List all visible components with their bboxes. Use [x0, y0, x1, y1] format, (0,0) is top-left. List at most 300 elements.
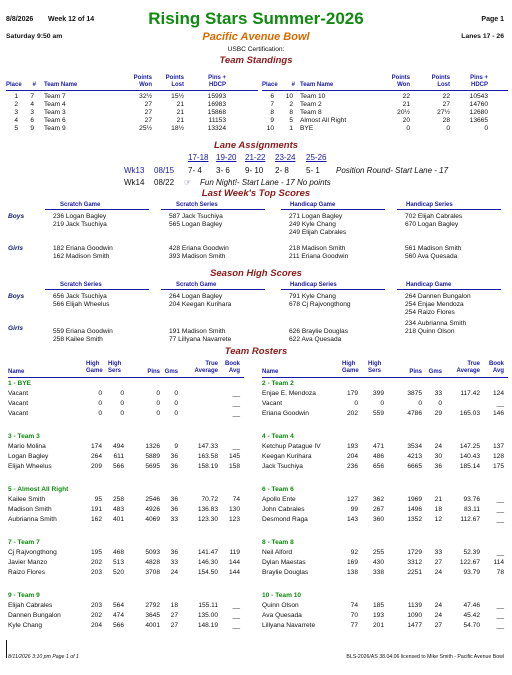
lane-matchup: 3- 6 — [216, 166, 230, 175]
bowler-book-avg: 123 — [228, 516, 240, 523]
bowler-name: Braylie Douglas — [262, 569, 309, 576]
page-title: Rising Stars Summer-2026 — [148, 9, 364, 28]
bowler-games: 0 — [174, 400, 178, 407]
bowler-average: 163.58 — [197, 453, 218, 460]
bowler-name: Kailee Smith — [8, 496, 46, 503]
section-last-week: Last Week's Top Scores — [201, 188, 311, 199]
bowler-high-game: 0 — [98, 410, 102, 417]
bowler-average: 47.46 — [463, 602, 480, 609]
bowler-book-avg: 128 — [492, 453, 504, 460]
bowler-book-avg: 74 — [232, 496, 240, 503]
score-column-rule — [397, 209, 501, 210]
standing-team-number: 10 — [285, 93, 293, 100]
roster-row — [0, 452, 512, 461]
score-entry: 218 Quinn Olson — [405, 328, 455, 335]
standings-header-hdcp: Pins + HDCP — [470, 75, 488, 88]
standing-points-lost: 21 — [176, 101, 184, 108]
roster-header-high-series: High Sers — [108, 361, 122, 374]
standing-points-won: 25½ — [139, 125, 152, 132]
roster-row — [0, 462, 512, 471]
bowler-pins: 4001 — [145, 622, 160, 629]
bowler-high-series: 0 — [120, 390, 124, 397]
score-column-rule — [281, 289, 385, 290]
bowler-book-avg: __ — [232, 612, 240, 619]
bowler-high-game: 74 — [350, 602, 358, 609]
roster-team-title: 9 - Team 9 — [8, 592, 40, 599]
standing-place: 9 — [270, 117, 274, 124]
bowler-high-series: 193 — [372, 612, 384, 619]
bowler-high-game: 162 — [90, 516, 102, 523]
standing-team-number: 8 — [289, 109, 293, 116]
standings-header-rule — [262, 90, 508, 91]
bowler-high-series: 255 — [372, 549, 384, 556]
standing-points-won: 22 — [402, 93, 410, 100]
boys-label: Boys — [8, 293, 25, 300]
score-column-rule — [161, 209, 265, 210]
score-entry: 587 Jack Tsuchiya — [169, 213, 223, 220]
bowler-high-series: 401 — [112, 516, 124, 523]
roster-row — [0, 558, 512, 567]
score-entry: 560 Ava Quesada — [405, 253, 458, 260]
roster-header-rule — [262, 377, 508, 378]
bowler-name: Vacant — [8, 410, 29, 417]
bowler-high-game: 204 — [90, 622, 102, 629]
bowler-games: 27 — [170, 612, 178, 619]
score-entry: 162 Madison Smith — [53, 253, 110, 260]
roster-row — [0, 409, 512, 418]
score-entry: 702 Elijah Cabrales — [405, 213, 463, 220]
score-entry: 249 Elijah Cabrales — [289, 229, 347, 236]
bowler-high-game: 77 — [350, 622, 358, 629]
bowler-pins: 4828 — [145, 559, 160, 566]
standing-place: 2 — [14, 101, 18, 108]
score-column-header: Handicap Series — [406, 202, 453, 208]
score-column-rule — [45, 209, 149, 210]
bowler-book-avg: __ — [496, 549, 504, 556]
girls-label: Girls — [8, 245, 24, 252]
bowler-games: 24 — [434, 443, 442, 450]
lane-row-wk14 — [0, 177, 512, 188]
bowler-pins: 1139 — [407, 602, 422, 609]
standing-points-won: 20½ — [397, 109, 410, 116]
bowler-book-avg: 114 — [493, 559, 504, 566]
bowler-name: Apollo Ente — [262, 496, 296, 503]
roster-row — [0, 621, 512, 630]
lane-pair-link[interactable]: 25-26 — [306, 153, 327, 162]
bowler-average: 83.11 — [463, 506, 480, 513]
standing-points-lost: 18½ — [171, 125, 184, 132]
section-season-high: Season High Scores — [210, 268, 302, 279]
bowler-average: 158.19 — [197, 463, 218, 470]
bowler-pins: 1969 — [407, 496, 422, 503]
bowler-name: Dannen Bungalon — [8, 612, 61, 619]
roster-team-title: 6 - Team 6 — [262, 486, 294, 493]
roster-header-pins: Pins — [409, 369, 422, 375]
bowler-high-game: 99 — [350, 506, 358, 513]
bowler-pins: 2251 — [407, 569, 422, 576]
score-entry: 182 Eriana Goodwin — [53, 245, 113, 252]
bowler-high-series: 362 — [372, 496, 384, 503]
roster-row — [0, 568, 512, 577]
roster-header-high-series: High Sers — [368, 361, 382, 374]
standing-team-name: Team 3 — [44, 109, 66, 116]
standing-points-lost: 22 — [442, 93, 450, 100]
score-column-rule — [45, 289, 149, 290]
bowler-book-avg: __ — [232, 443, 240, 450]
week-label: Week 12 of 14 — [48, 16, 95, 23]
day-time: Saturday 9:50 am — [6, 33, 63, 40]
bowler-pins: 4069 — [145, 516, 160, 523]
bowler-name: Raizo Flores — [8, 569, 46, 576]
bowler-name: Javier Manzo — [8, 559, 48, 566]
roster-header-high-game: High Game — [342, 361, 359, 374]
bowler-book-avg: 124 — [492, 390, 504, 397]
hand-pointer-icon: ☞ — [184, 178, 192, 187]
standing-team-number: 5 — [289, 117, 293, 124]
bowler-average: 93.76 — [463, 496, 480, 503]
standing-pins-hdcp: 12680 — [469, 109, 488, 116]
bowler-high-series: 566 — [112, 622, 124, 629]
lane-pair-link[interactable]: 23-24 — [275, 153, 296, 162]
score-entry: 626 Braylie Douglas — [289, 328, 349, 335]
bowler-games: 9 — [174, 443, 178, 450]
bowler-book-avg: 119 — [229, 549, 240, 556]
standing-team-name: Almost All Right — [300, 117, 347, 124]
bowler-book-avg: __ — [496, 516, 504, 523]
roster-row — [0, 505, 512, 514]
roster-header-book-avg: Book Avg — [225, 361, 240, 374]
bowler-name: Ketchup Patague IV — [262, 443, 321, 450]
score-entry: 670 Logan Bagley — [405, 221, 459, 228]
bowler-name: Kyle Chang — [8, 622, 43, 629]
bowler-games: 36 — [170, 496, 178, 503]
bowler-high-series: 338 — [372, 569, 384, 576]
lane-pair-link[interactable]: 21-22 — [245, 153, 266, 162]
bowler-pins: 1090 — [407, 612, 422, 619]
standing-team-name: Team 2 — [300, 101, 322, 108]
bowler-book-avg: 78 — [496, 569, 504, 576]
score-entry: 234 Aubrianna Smith — [405, 320, 467, 327]
standing-team-number: 4 — [30, 101, 34, 108]
score-entry: 393 Madison Smith — [169, 253, 226, 260]
bowler-pins: 3645 — [145, 612, 160, 619]
standing-pins-hdcp: 13324 — [207, 125, 226, 132]
bowler-name: Cj Rajvongthong — [8, 549, 57, 556]
standing-pins-hdcp: 15993 — [207, 93, 226, 100]
lane-matchup: 2- 8 — [275, 166, 289, 175]
bowler-high-series: 258 — [112, 496, 124, 503]
score-column-header: Scratch Game — [60, 202, 101, 208]
score-entry: 236 Logan Bagley — [53, 213, 107, 220]
bowler-book-avg: __ — [496, 602, 504, 609]
bowler-high-series: 656 — [372, 463, 384, 470]
bowler-high-game: 209 — [90, 463, 102, 470]
lane-note: Position Round- Start Lane - 17 — [336, 166, 449, 175]
bowler-high-game: 0 — [98, 400, 102, 407]
score-entry: 254 Raizo Flores — [405, 309, 455, 316]
standing-place: 1 — [14, 93, 18, 100]
bowler-pins: 1326 — [145, 443, 160, 450]
bowler-pins: 3875 — [407, 390, 422, 397]
score-entry: 559 Eriana Goodwin — [53, 328, 113, 335]
score-column-header: Handicap Game — [406, 282, 452, 288]
bowler-average: 70.72 — [201, 496, 218, 503]
bowler-high-series: 468 — [112, 549, 124, 556]
standing-points-lost: 28 — [442, 117, 450, 124]
bowler-high-game: 138 — [346, 569, 358, 576]
lane-pair-link[interactable]: 19-20 — [216, 153, 237, 162]
lane-pair-link[interactable]: 17-18 — [188, 153, 209, 162]
bowler-pins: 2792 — [145, 602, 160, 609]
score-entry: 249 Kyle Chang — [289, 221, 336, 228]
bowler-pins: 0 — [418, 400, 422, 407]
section-lane-assignments: Lane Assignments — [213, 140, 299, 151]
roster-row — [0, 601, 512, 610]
score-entry: 218 Madison Smith — [289, 245, 346, 252]
bowler-games: 36 — [434, 463, 442, 470]
standing-team-number: 3 — [30, 109, 34, 116]
bowler-pins: 1352 — [407, 516, 422, 523]
bowler-high-game: 202 — [346, 410, 358, 417]
standing-points-lost: 21 — [176, 117, 184, 124]
usbc-cert: USBC Certification: — [227, 46, 285, 53]
bowler-book-avg: 137 — [492, 443, 504, 450]
bowler-high-game: 92 — [350, 549, 358, 556]
bowler-games: 36 — [170, 453, 178, 460]
bowler-name: Vacant — [8, 400, 29, 407]
bowler-games: 24 — [434, 569, 442, 576]
roster-row — [0, 389, 512, 398]
footer-license: BLS-2026/AS 38.04.06 licensed to Mike Smith - Pacific Avenue Bowl — [346, 654, 504, 660]
bowler-high-series: 483 — [112, 506, 124, 513]
standing-team-number: 7 — [30, 93, 34, 100]
bowler-games: 36 — [170, 463, 178, 470]
bowler-games: 12 — [434, 516, 442, 523]
bowler-games: 33 — [434, 549, 442, 556]
bowler-average: 123.30 — [197, 516, 218, 523]
standing-team-name: Team 4 — [44, 101, 66, 108]
bowler-games: 21 — [434, 496, 442, 503]
score-entry: 791 Kyle Chang — [289, 293, 336, 300]
bowler-high-series: 0 — [380, 400, 384, 407]
standing-points-won: 27 — [144, 109, 152, 116]
bowler-name: Keegan Kurihara — [262, 453, 312, 460]
roster-row — [0, 442, 512, 451]
roster-row — [0, 548, 512, 557]
roster-team-title: 2 - Team 2 — [262, 380, 294, 387]
roster-team-title: 1 - BYE — [8, 380, 32, 387]
bowler-games: 24 — [434, 602, 442, 609]
week-label: Wk14 — [124, 178, 145, 187]
standing-pins-hdcp: 0 — [484, 125, 488, 132]
bowler-book-avg: __ — [232, 410, 240, 417]
bowler-high-series: 486 — [372, 453, 384, 460]
bowler-games: 36 — [170, 506, 178, 513]
bowler-pins: 4926 — [145, 506, 160, 513]
bowler-average: 154.50 — [197, 569, 218, 576]
standing-points-won: 27 — [144, 117, 152, 124]
standing-points-lost: 27 — [442, 101, 450, 108]
section-team-standings: Team Standings — [219, 55, 293, 66]
bowler-high-game: 204 — [346, 453, 358, 460]
standing-place: 4 — [14, 117, 18, 124]
roster-header-book-avg: Book Avg — [489, 361, 504, 374]
bowler-games: 18 — [434, 506, 442, 513]
score-entry: 77 Lillyana Navarrete — [169, 336, 232, 343]
lane-matchup: 5- 1 — [306, 166, 320, 175]
standing-points-won: 21 — [402, 101, 410, 108]
bowler-book-avg: __ — [232, 390, 240, 397]
bowler-name: Vacant — [262, 400, 283, 407]
standings-header-place: Place — [6, 82, 22, 88]
bowler-average: 165.03 — [459, 410, 480, 417]
bowler-high-game: 202 — [90, 612, 102, 619]
bowler-high-game: 264 — [90, 453, 102, 460]
score-entry: 271 Logan Bagley — [289, 213, 343, 220]
standing-pins-hdcp: 13665 — [469, 117, 488, 124]
score-entry: 258 Kailee Smith — [53, 336, 103, 343]
standings-header-team: Team Name — [44, 82, 78, 88]
roster-header-pins: Pins — [147, 369, 160, 375]
week-date: 08/15 — [154, 166, 175, 175]
bowler-pins: 2546 — [145, 496, 160, 503]
bowler-book-avg: 145 — [228, 453, 240, 460]
standing-team-number: 2 — [289, 101, 293, 108]
bowler-pins: 1477 — [407, 622, 422, 629]
standing-pins-hdcp: 14760 — [469, 101, 488, 108]
bowler-high-game: 202 — [90, 559, 102, 566]
bowler-book-avg: __ — [232, 400, 240, 407]
bowler-high-game: 203 — [90, 569, 102, 576]
bowler-high-series: 474 — [112, 612, 124, 619]
bowler-high-game: 0 — [98, 390, 102, 397]
bowler-games: 24 — [434, 612, 442, 619]
standing-team-name: Team 8 — [300, 109, 322, 116]
bowler-name: Aubrianna Smith — [8, 516, 57, 523]
bowler-high-game: 70 — [350, 612, 358, 619]
bowler-games: 33 — [434, 390, 442, 397]
bowler-high-game: 95 — [94, 496, 102, 503]
standing-place: 6 — [270, 93, 274, 100]
roster-header-rule — [8, 377, 244, 378]
roster-header-games: Gms — [428, 369, 442, 375]
bowler-high-game: 203 — [90, 602, 102, 609]
score-entry: 656 Jack Tsuchiya — [53, 293, 107, 300]
bowler-high-game: 193 — [346, 443, 358, 450]
score-entry: 622 Ava Quesada — [289, 336, 342, 343]
standing-team-number: 1 — [289, 125, 293, 132]
bowler-pins: 0 — [156, 410, 160, 417]
bowler-name: Elijah Cabrales — [8, 602, 53, 609]
bowler-high-series: 267 — [372, 506, 384, 513]
standing-team-name: BYE — [300, 125, 314, 132]
standings-header-team: Team Name — [300, 82, 334, 88]
score-column-header: Handicap Series — [290, 282, 337, 288]
standing-pins-hdcp: 10543 — [469, 93, 488, 100]
standing-place: 10 — [266, 125, 274, 132]
bowler-high-game: 236 — [346, 463, 358, 470]
bowler-book-avg: __ — [496, 496, 504, 503]
standing-place: 3 — [14, 109, 18, 116]
bowler-average: 155.11 — [198, 602, 218, 609]
standings-header-place: Place — [262, 82, 278, 88]
standings-header-num: # — [291, 82, 295, 88]
bowler-average: 117.42 — [460, 390, 480, 397]
standing-points-lost: 21 — [176, 109, 184, 116]
bowler-name: Quinn Olson — [262, 602, 299, 609]
score-entry: 211 Eriana Goodwin — [289, 253, 349, 260]
bowler-high-series: 471 — [372, 443, 384, 450]
standing-place: 7 — [270, 101, 274, 108]
week-label: Wk13 — [124, 166, 145, 175]
bowler-pins: 4786 — [407, 410, 422, 417]
roster-team-title: 7 - Team 7 — [8, 539, 40, 546]
bowler-book-avg: __ — [496, 612, 504, 619]
standings-header-lost: Points Lost — [431, 75, 450, 88]
standing-points-won: 0 — [406, 125, 410, 132]
roster-header-average: True Average — [194, 361, 218, 374]
bowler-high-series: 201 — [372, 622, 384, 629]
bowler-name: Logan Bagley — [8, 453, 49, 460]
bowler-high-series: 520 — [112, 569, 124, 576]
score-entry: 219 Jack Tsuchiya — [53, 221, 107, 228]
report-date: 8/8/2026 — [6, 16, 34, 23]
bowler-book-avg: 144 — [228, 569, 240, 576]
footer-timestamp: 8/11/2026 3:10 pm Page 1 of 1 — [8, 654, 79, 660]
standing-team-name: Team 10 — [300, 93, 326, 100]
standing-points-lost: 0 — [446, 125, 450, 132]
bowler-average: 112.67 — [460, 516, 480, 523]
bowler-high-series: 559 — [372, 410, 384, 417]
bowler-high-series: 566 — [112, 463, 124, 470]
standings-header-won: Points Won — [133, 75, 152, 88]
bowler-pins: 3708 — [145, 569, 160, 576]
score-entry: 264 Dannen Bungalon — [405, 293, 471, 300]
bowler-average: 140.43 — [459, 453, 480, 460]
bowler-high-game: 143 — [346, 516, 358, 523]
standing-points-lost: 15½ — [171, 93, 184, 100]
lanes-label: Lanes 17 - 26 — [461, 33, 504, 40]
bowler-games: 24 — [170, 569, 178, 576]
bowler-pins: 0 — [156, 390, 160, 397]
roster-header-games: Gms — [164, 369, 178, 375]
standings-header-won: Points Won — [391, 75, 410, 88]
score-column-header: Handicap Game — [290, 202, 336, 208]
score-column-header: Scratch Series — [176, 202, 218, 208]
bowler-games: 27 — [170, 622, 178, 629]
bowler-pins: 5889 — [145, 453, 160, 460]
bowler-average: 147.25 — [459, 443, 480, 450]
standing-pins-hdcp: 15868 — [207, 109, 226, 116]
score-column-rule — [397, 289, 501, 290]
score-entry: 565 Logan Bagley — [169, 221, 223, 228]
bowler-pins: 1729 — [407, 549, 422, 556]
bowler-high-game: 169 — [346, 559, 358, 566]
bowler-high-game: 174 — [90, 443, 102, 450]
bowler-high-game: 179 — [346, 390, 358, 397]
page-number: Page 1 — [481, 16, 504, 23]
roster-team-title: 3 - Team 3 — [8, 433, 40, 440]
bowler-book-avg: __ — [496, 622, 504, 629]
score-column-header: Scratch Series — [60, 282, 102, 288]
standing-team-name: Team 6 — [44, 117, 66, 124]
bowler-high-series: 564 — [112, 602, 124, 609]
bowler-average: 148.19 — [197, 622, 218, 629]
bowler-pins: 6665 — [407, 463, 422, 470]
bowler-name: Vacant — [8, 390, 29, 397]
bowler-average: 136.83 — [197, 506, 218, 513]
bowler-pins: 3312 — [407, 559, 422, 566]
